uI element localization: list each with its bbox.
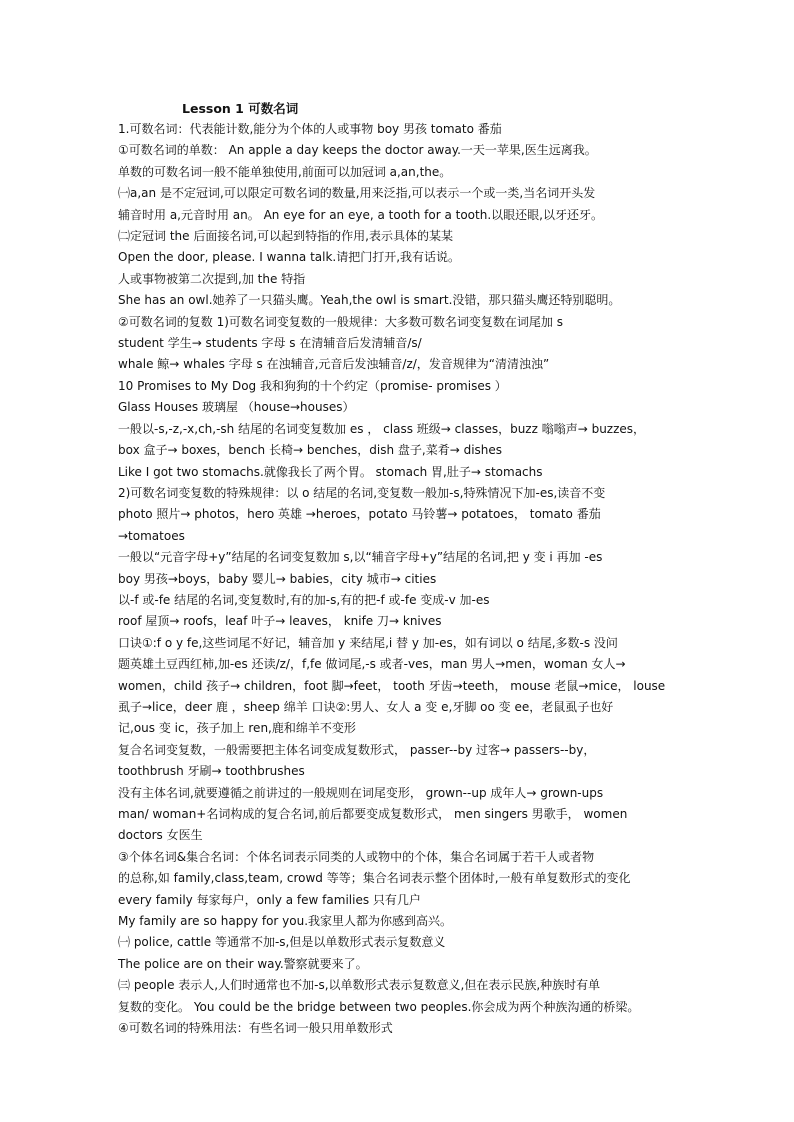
document-lines: [118, 119, 678, 1039]
text-line: boy 男孩→boys，baby 婴儿→ babies，city 城市→ cities: [118, 571, 437, 586]
text-line: 单数的可数名词一般不能单独使用,前面可以加冠词 a,an,the。: [118, 164, 452, 179]
text-line: ㈡定冠词 the 后面接名词,可以起到特指的作用,表示具体的某某: [118, 229, 453, 244]
text-line: every family 每家每户，only a few families 只有几户: [118, 892, 421, 907]
text-line: 复合名词变复数，一般需要把主体名词变成复数形式， passer--by 过客→ passers--by，: [118, 742, 596, 757]
text-line: ㈠ police, cattle 等通常不加-s,但是以单数形式表示复数意义: [118, 935, 446, 950]
text-line: The police are on their way.警察就要来了。: [118, 956, 368, 971]
text-line: 口诀①:f o y fe,这些词尾不好记，辅音加 y 来结尾,i 替 y 加-es，如有词以 o 结尾,多数-s 没问: [118, 635, 618, 650]
text-line: Glass Houses 玻璃屋 （house→houses）: [118, 400, 355, 415]
text-line: ③个体名词&集合名词：个体名词表示同类的人或物中的个体，集合名词属于若干人或者物: [118, 849, 595, 864]
text-line: 题英雄土豆西红柿,加-es 还读/z/，f,fe 做词尾,-s 或者-ves，man 男人→men，woman 女人→: [118, 657, 626, 672]
text-line: 一般以“元音字母+y”结尾的名词变复数加 s,以“辅音字母+y”结尾的名词,把 y 变 i 再加 -es: [118, 550, 603, 565]
text-line: doctors 女医生: [118, 828, 203, 843]
text-line: ②可数名词的复数 1)可数名词变复数的一般规律：大多数可数名词变复数在词尾加 s: [118, 314, 563, 329]
text-line: ㈠a,an 是不定冠词,可以限定可数名词的数量,用来泛指,可以表示一个或一类,当名词开头发: [118, 186, 596, 201]
text-line: roof 屋顶→ roofs，leaf 叶子→ leaves， knife 刀→ knives: [118, 614, 442, 629]
text-line: whale 鲸→ whales 字母 s 在浊辅音,元音后发浊辅音/z/，发音规律为“清清浊浊”: [118, 357, 550, 372]
text-line: 以-f 或-fe 结尾的名词,变复数时,有的加-s,有的把-f 或-fe 变成-v 加-es: [118, 592, 490, 607]
text-line: ㈢ people 表示人,人们时通常也不加-s,以单数形式表示复数意义,但在表示民族,种族时有单: [118, 978, 601, 993]
text-line: She has an owl.她养了一只猫头鹰。Yeah,the owl is smart.没错，那只猫头鹰还特别聪明。: [118, 293, 621, 308]
text-line: 一般以-s,-z,-x,ch,-sh 结尾的名词变复数加 es ， class 班级→ classes，buzz 嗡嗡声→ buzzes，: [118, 421, 646, 436]
text-line: 没有主体名词,就要遵循之前讲过的一般规则在词尾变形， grown--up 成年人→ grown-ups: [118, 785, 604, 800]
text-line: 1.可数名词：代表能计数,能分为个体的人或事物 boy 男孩 tomato 番茄: [118, 122, 502, 136]
text-line: man/ woman+名词构成的复合名词,前后都要变成复数形式， men singers 男歌手， women: [118, 807, 628, 821]
text-line: photo 照片→ photos，hero 英雄 →heroes，potato 马铃薯→ potatoes， tomato 番茄: [118, 507, 601, 522]
text-line: →tomatoes: [118, 528, 185, 543]
text-line: 复数的变化。 You could be the bridge between two peoples.你会成为两个种族沟通的桥梁。: [118, 999, 640, 1014]
text-line: Open the door, please. I wanna talk.请把门打开,我有话说。: [118, 250, 461, 265]
text-line: women，child 孩子→ children，foot 脚→feet， tooth 牙齿→teeth， mouse 老鼠→mice， louse: [118, 678, 666, 693]
text-line: 辅音时用 a,元音时用 an。 An eye for an eye, a tooth for a tooth.以眼还眼,以牙还牙。: [118, 207, 603, 222]
text-line: Like I got two stomachs.就像我长了两个胃。 stomach 胃,肚子→ stomachs: [118, 464, 543, 479]
text-line: 10 Promises to My Dog 我和狗狗的十个约定（promise- promises ）: [118, 378, 507, 393]
text-line: 记,ous 变 ic，孩子加上 ren,鹿和绵羊不变形: [118, 721, 356, 736]
text-line: 的总称,如 family,class,team, crowd 等等；集合名词表示整个团体时,一般有单复数形式的变化: [118, 871, 631, 886]
text-line: 虱子→lice，deer 鹿 ，sheep 绵羊 口诀②:男人、女人 a 变 e,牙脚 oo 变 ee，老鼠虱子也好: [118, 699, 614, 714]
text-line: box 盒子→ boxes，bench 长椅→ benches，dish 盘子,菜肴→ dishes: [118, 443, 503, 458]
text-line: toothbrush 牙刷→ toothbrushes: [118, 764, 305, 779]
text-line: ①可数名词的单数： An apple a day keeps the doctor away.一天一苹果,医生远离我。: [118, 143, 597, 158]
text-line: My family are so happy for you.我家里人都为你感到高兴。: [118, 914, 453, 929]
lesson-title: Lesson 1 可数名词: [182, 101, 299, 116]
text-line: 人或事物被第二次提到,加 the 特指: [118, 271, 306, 286]
text-line: 2)可数名词变复数的特殊规律：以 o 结尾的名词,变复数一般加-s,特殊情况下加-es,读音不变: [118, 485, 606, 500]
text-line: student 学生→ students 字母 s 在清辅音后发清辅音/s/: [118, 336, 422, 351]
document-body: [118, 98, 678, 1039]
text-line: ④可数名词的特殊用法：有些名词一般只用单数形式: [118, 1021, 393, 1036]
